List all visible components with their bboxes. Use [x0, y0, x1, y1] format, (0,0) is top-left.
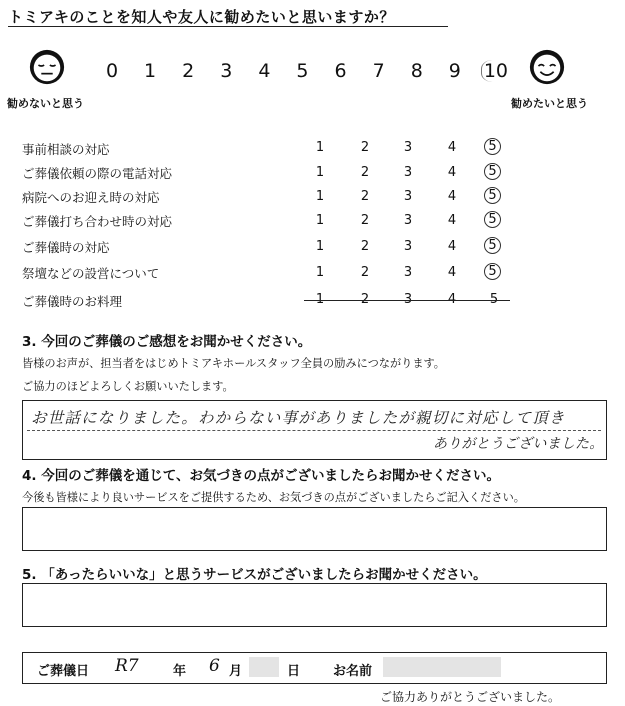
service-request-textarea[interactable] — [22, 583, 607, 627]
rating-option[interactable]: 3 — [403, 239, 413, 254]
feedback-textarea[interactable] — [22, 400, 607, 460]
scale-option[interactable]: 0 — [105, 60, 119, 82]
rating-option-selected[interactable]: 5 — [484, 138, 501, 155]
rating-option[interactable]: 1 — [315, 265, 325, 280]
rating-option[interactable]: 1 — [315, 213, 325, 228]
scale-option[interactable]: 6 — [334, 60, 347, 82]
rating-option[interactable]: 4 — [447, 292, 457, 307]
funeral-date-label: ご葬儀日 — [37, 664, 90, 679]
section5-title: 5. 「あったらいいな」と思うサービスがございましたらお聞かせください。 — [22, 567, 487, 583]
rating-option[interactable]: 2 — [360, 189, 370, 204]
rating-option[interactable]: 2 — [360, 265, 370, 280]
handwritten-answer: お世話になりました。わからない事がありましたが親切に対応して頂き — [31, 409, 566, 427]
rating-option[interactable]: 2 — [360, 292, 370, 307]
rating-option[interactable]: 2 — [360, 239, 370, 254]
section4-title: 4. 今回のご葬儀を通じて、お気づきの点がございましたらお聞かせください。 — [22, 468, 500, 484]
rating-option[interactable]: 4 — [447, 140, 457, 155]
rating-item-label: ご葬儀打ち合わせ時の対応 — [22, 214, 173, 229]
scale-option[interactable]: 9 — [448, 60, 461, 82]
rating-option[interactable]: 4 — [447, 165, 457, 180]
scale-option[interactable]: 8 — [410, 60, 423, 82]
title-underline — [8, 26, 448, 27]
question-title: トミアキのことを知人や友人に勧めたいと思いますか？ — [8, 8, 395, 26]
scale-option[interactable]: 7 — [372, 60, 385, 82]
rating-item-label: ご葬儀依頼の際の電話対応 — [22, 166, 173, 181]
funeral-info-box — [22, 652, 607, 684]
rating-item-label: ご葬儀時の対応 — [22, 240, 110, 255]
rating-option[interactable]: 3 — [403, 265, 413, 280]
scale-option[interactable]: 1 — [144, 60, 157, 82]
dashed-line — [27, 430, 601, 431]
rating-option[interactable]: 5 — [489, 292, 499, 307]
rating-item-label: ご葬儀時のお料理 — [22, 294, 123, 309]
scale-option-selected[interactable]: 10 — [481, 60, 510, 82]
rating-option[interactable]: 4 — [447, 213, 457, 228]
rating-option[interactable]: 4 — [447, 265, 457, 280]
closing-thanks: ご協力ありがとうございました。 — [380, 690, 561, 704]
neutral-face-icon — [28, 48, 66, 86]
redacted-day — [249, 657, 279, 677]
day-label: 日 — [287, 664, 301, 679]
name-label: お名前 — [333, 664, 373, 679]
scale-option[interactable]: 2 — [182, 60, 195, 82]
recommend-scale — [100, 60, 510, 82]
rating-option[interactable]: 1 — [315, 239, 325, 254]
rating-option[interactable]: 2 — [360, 140, 370, 155]
month-value[interactable]: 6 — [209, 656, 220, 676]
rating-option[interactable]: 1 — [315, 165, 325, 180]
rating-option[interactable]: 1 — [315, 140, 325, 155]
handwritten-answer: ありがとうございました。 — [433, 436, 604, 452]
scale-option[interactable]: 4 — [258, 60, 271, 82]
rating-item-label: 病院へのお迎え時の対応 — [22, 190, 160, 205]
section3-title: 3. 今回のご葬儀のご感想をお聞かせください。 — [22, 334, 312, 350]
rating-option[interactable]: 4 — [447, 239, 457, 254]
scale-right-label: 勧めたいと思う — [511, 97, 588, 110]
rating-option-selected[interactable]: 5 — [484, 211, 501, 228]
section4-note: 今後も皆様により良いサービスをご提供するため、お気づきの点がございましたらご記入ください。 — [22, 491, 525, 504]
rating-option-selected[interactable]: 5 — [484, 187, 501, 204]
rating-option-selected[interactable]: 5 — [484, 237, 501, 254]
rating-option[interactable]: 3 — [403, 292, 413, 307]
suggestion-textarea[interactable] — [22, 507, 607, 551]
rating-item-label: 祭壇などの設営について — [22, 266, 160, 281]
rating-option[interactable]: 1 — [315, 292, 325, 307]
strike-through-line — [304, 300, 510, 301]
rating-option[interactable]: 4 — [447, 189, 457, 204]
rating-option-selected[interactable]: 5 — [484, 163, 501, 180]
scale-option[interactable]: 5 — [296, 60, 309, 82]
section3-note: ご協力のほどよろしくお願いいたします。 — [22, 380, 234, 393]
smiling-face-icon — [528, 48, 566, 86]
rating-option[interactable]: 2 — [360, 165, 370, 180]
era-year-value[interactable]: R7 — [115, 656, 139, 676]
scale-option[interactable]: 3 — [220, 60, 233, 82]
year-label: 年 — [173, 664, 187, 679]
rating-item-label: 事前相談の対応 — [22, 142, 110, 157]
rating-option[interactable]: 3 — [403, 189, 413, 204]
month-label: 月 — [229, 664, 243, 679]
rating-option[interactable]: 2 — [360, 213, 370, 228]
rating-option[interactable]: 1 — [315, 189, 325, 204]
redacted-name — [383, 657, 501, 677]
rating-option[interactable]: 3 — [403, 213, 413, 228]
section3-note: 皆様のお声が、担当者をはじめトミアキホールスタッフ全員の励みにつながります。 — [22, 357, 445, 370]
rating-option-selected[interactable]: 5 — [484, 263, 501, 280]
scale-left-label: 勧めないと思う — [7, 97, 84, 110]
rating-option[interactable]: 3 — [403, 140, 413, 155]
rating-option[interactable]: 3 — [403, 165, 413, 180]
